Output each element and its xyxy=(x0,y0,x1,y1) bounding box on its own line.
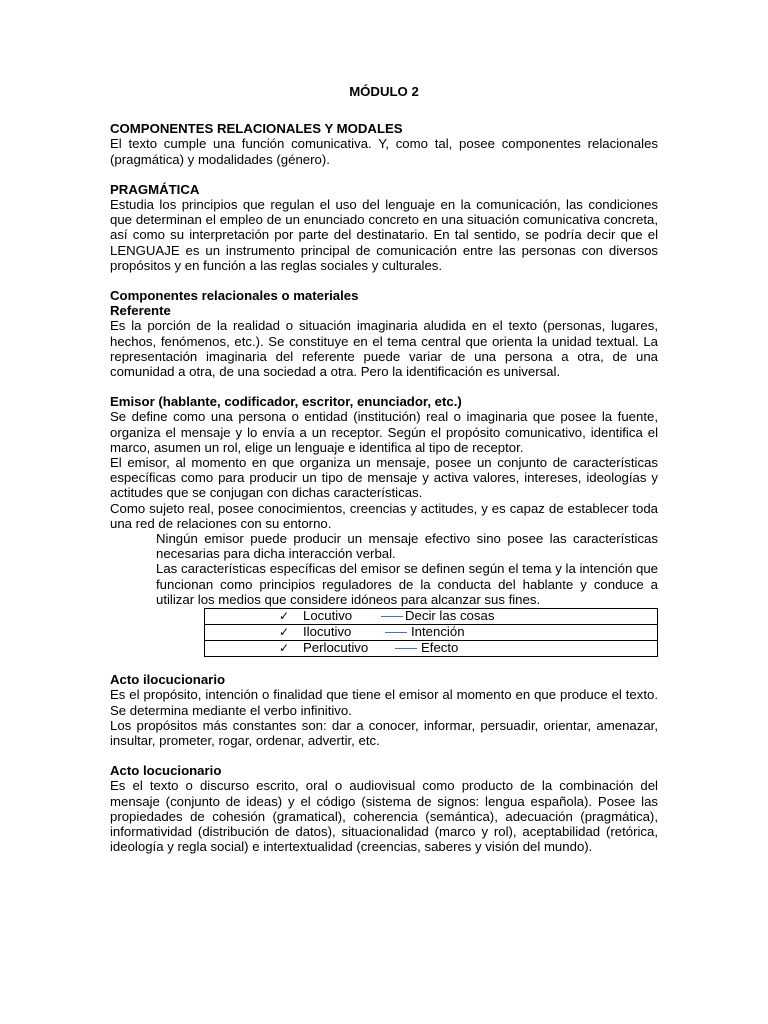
arrow-icon xyxy=(381,616,403,617)
act-term: Ilocutivo xyxy=(303,624,352,640)
list-item-text: Ningún emisor puede producir un mensaje efectivo sino posee las características necesarias para dicha interacción verbal. xyxy=(156,531,658,562)
heading-relacionales: Componentes relacionales o materiales xyxy=(110,288,359,304)
subheading-referente: Referente xyxy=(110,303,171,319)
paragraph-pragmatica: Estudia los principios que regulan el uso del lenguaje en la comunicación, las condiciones que determinan el empleo de un enunciado concreto en una situación comunicativa concreta, así como su interpretación por parte del destinatario. En tal sentido, se podría decir que el LENGUAJE es un instrumento principal de comunicación entre las personas con diversos propósitos y en función a las reglas sociales y culturales. xyxy=(110,197,658,273)
paragraph-ilocucionario-1: Es el propósito, intención o finalidad que tiene el emisor al momento en que produce el texto. Se determina mediante el verbo infinitivo. xyxy=(110,687,658,718)
paragraph-emisor-3: Como sujeto real, posee conocimientos, creencias y actitudes, y es capaz de establecer toda una red de relaciones con su entorno. xyxy=(110,500,658,531)
paragraph-referente: Es la porción de la realidad o situación imaginaria aludida en el texto (personas, lugares, hechos, fenómenos, etc.). Se constituye en el tema central que orienta la unidad textual. La representación imaginaria del referente puede variar de una persona a otra, de una comunidad a otra, de una sociedad a otra. Pero la identificación es universal. xyxy=(110,318,658,380)
list-item xyxy=(110,531,658,561)
heading-emisor: Emisor (hablante, codificador, escritor, enunciador, etc.) xyxy=(110,394,462,410)
act-term: Locutivo xyxy=(303,608,353,624)
heading-locucionario: Acto locucionario xyxy=(110,763,222,779)
act-effect: Efecto xyxy=(421,640,459,656)
checkmark-icon: ✓ xyxy=(279,641,290,656)
paragraph-componentes: El texto cumple una función comunicativa. Y, como tal, posee componentes relacionales (pragmática) y modalidades (género). xyxy=(110,136,658,167)
paragraph-emisor-2: El emisor, al momento en que organiza un mensaje, posee un conjunto de características específicas como para producir un tipo de mensaje y activa valores, intereses, ideologías y actitudes que se conjugan con dichas características. xyxy=(110,455,658,501)
act-term: Perlocutivo xyxy=(303,640,369,656)
act-effect: Decir las cosas xyxy=(405,608,495,624)
page-title: MÓDULO 2 xyxy=(349,84,419,99)
checkmark-icon: ✓ xyxy=(279,625,290,640)
table-row xyxy=(205,625,658,641)
paragraph-ilocucionario-2: Los propósitos más constantes son: dar a conocer, informar, persuadir, orientar, amenazar, insultar, prometer, rogar, ordenar, advertir, etc. xyxy=(110,717,658,748)
heading-componentes: COMPONENTES RELACIONALES Y MODALES xyxy=(110,121,403,137)
table-row xyxy=(205,609,658,625)
list-item-text: Las características específicas del emisor se definen según el tema y la intención que funcionan como principios reguladores de la conducta del hablante y conduce a utilizar los medios que considere idóneos para alcanzar sus fines. xyxy=(156,561,658,607)
acts-table xyxy=(204,608,658,657)
heading-ilocucionario: Acto ilocucionario xyxy=(110,672,226,688)
act-effect: Intención xyxy=(411,624,465,640)
arrow-icon xyxy=(395,648,417,649)
arrow-icon xyxy=(385,632,407,633)
table-row xyxy=(205,641,658,657)
checkmark-icon: ✓ xyxy=(279,609,290,624)
list-item xyxy=(110,561,658,607)
paragraph-locucionario: Es el texto o discurso escrito, oral o audiovisual como producto de la combinación del mensaje (conjunto de ideas) y el código (sistema de signos: lengua española). Posee las propiedades de cohesión (gramatical), coherencia (semántica), adecuación (pragmática), informatividad (distribución de datos), situacionalidad (marco y rol), aceptabilidad (retórica, ideología y regla social) e intertextualidad (creencias, saberes y visión del mundo). xyxy=(110,778,658,855)
heading-pragmatica: PRAGMÁTICA xyxy=(110,181,200,197)
document-page xyxy=(110,84,658,854)
paragraph-emisor-1: Se define como una persona o entidad (institución) real o imaginaria que posee la fuente, organiza el mensaje y lo envía a un receptor. Según el propósito comunicativo, identifica el marco, asumen un rol, elige un lenguaje e identifica al tipo de receptor. xyxy=(110,409,658,455)
emisor-bullet-list xyxy=(110,531,658,607)
